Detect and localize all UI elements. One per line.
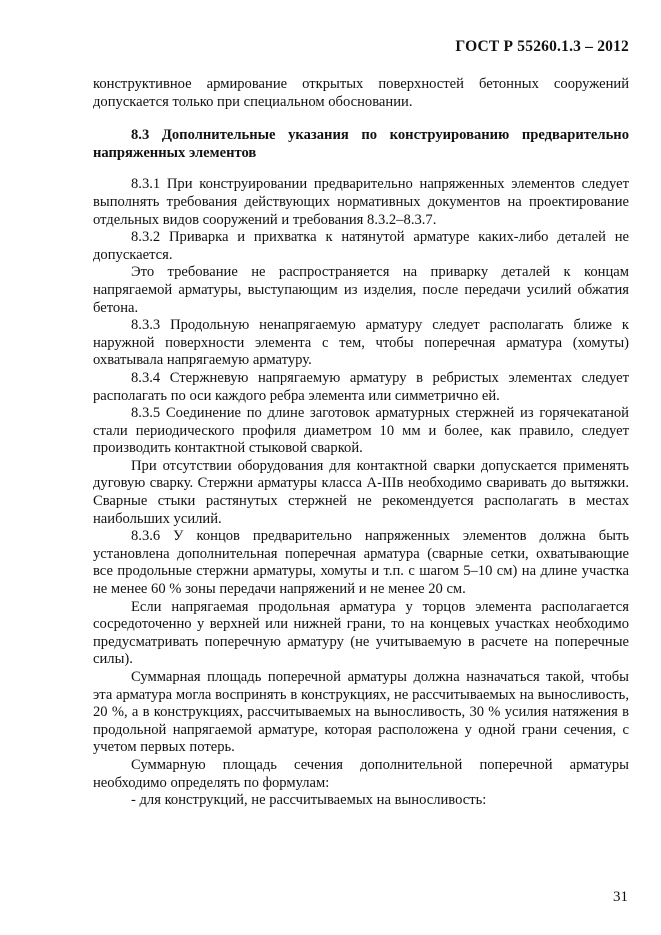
document-header: ГОСТ Р 55260.1.3 – 2012 — [455, 38, 629, 55]
paragraph: конструктивное армирование открытых поверхностей бетонных сооружений допускается только при специальном обосновании. — [93, 76, 629, 110]
page-number: 31 — [613, 889, 628, 905]
paragraph: - для конструкций, не рассчитываемых на выносливость: — [131, 792, 487, 809]
paragraph: Если напрягаемая продольная арматура у торцов элемента располагается сосредоточенно у верхней или нижней грани, то на концевых участках необходимо предусматривать поперечную арматуру (не учитываемую в расчете на поперечные силы). — [93, 598, 629, 668]
paragraph: 8.3.6 У концов предварительно напряженных элементов должна быть установлена дополнительная поперечная арматура (сварные сетки, охватывающие все продольные стержни арматуры, хомуты и т.п. с шагом 5–10 см) на длине участка не менее 60 % зоны передачи напряжений и не менее 20 см. — [93, 528, 629, 598]
section-heading: 8.3 Дополнительные указания по конструированию предварительно напряженных элементов — [93, 127, 629, 161]
paragraph: 8.3.1 При конструировании предварительно напряженных элементов следует выполнять требования действующих нормативных документов на проектирование отдельных видов сооружений и требования 8.3.2–8.3.7. — [93, 176, 629, 228]
paragraph: 8.3.4 Стержневую напрягаемую арматуру в ребристых элементах следует располагать по оси каждого ребра элемента или симметрично ей. — [93, 369, 629, 404]
paragraph: Это требование не распространяется на приварку деталей к концам напрягаемой арматуры, выступающим из изделия, после передачи усилий обжатия бетона. — [93, 264, 629, 316]
paragraph: 8.3.3 Продольную ненапрягаемую арматуру следует располагать ближе к наружной поверхности элемента с тем, чтобы поперечная арматура (хомуты) охватывала напрягаемую арматуру. — [93, 317, 629, 369]
document-body — [93, 76, 629, 810]
paragraph: 8.3.5 Соединение по длине заготовок арматурных стержней из горячекатаной стали периодического профиля диаметром 10 мм и более, как правило, следует производить контактной стыковой сваркой. — [93, 405, 629, 457]
paragraph: Суммарная площадь поперечной арматуры должна назначаться такой, чтобы эта арматура могла воспринять в конструкциях, не рассчитываемых на выносливость, 20 %, а в конструкциях, рассчитываемых на выносливость, 30 % усилия натяжения в продольной напрягаемой арматуре, которая расположена у одной грани сечения, с учетом первых потерь. — [93, 669, 629, 756]
paragraph: При отсутствии оборудования для контактной сварки допускается применять дуговую сварку. Стержни арматуры класса А-IIIв необходимо сваривать до вытяжки. Сварные стыки растянутых стержней не рекомендуется располагать в местах наибольших усилий. — [93, 457, 629, 527]
paragraph: 8.3.2 Приварка и прихватка к натянутой арматуре каких-либо деталей не допускается. — [93, 229, 629, 263]
paragraph: Суммарную площадь сечения дополнительной поперечной арматуры необходимо определять по формулам: — [93, 756, 629, 791]
